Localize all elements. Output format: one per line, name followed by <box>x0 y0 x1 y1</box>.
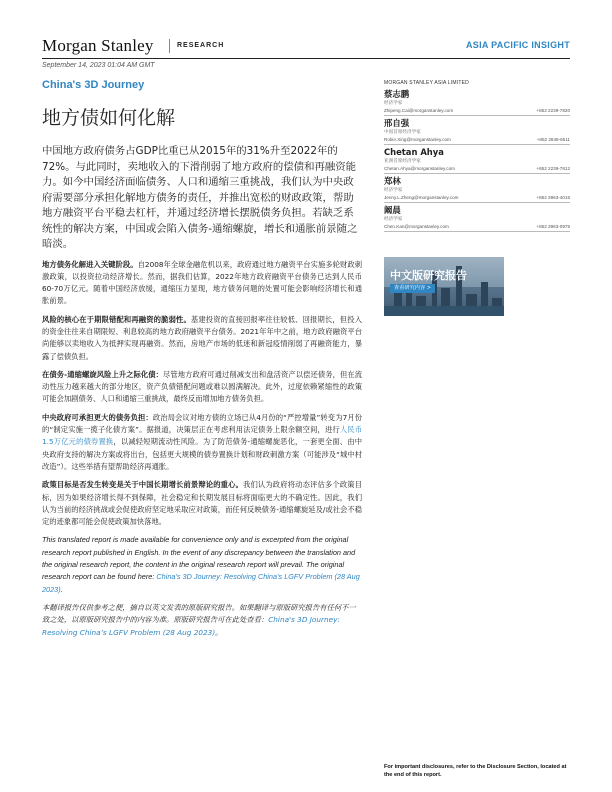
paragraph-lead: 中央政府可承担更大的债务负担： <box>42 412 153 422</box>
analyst-contact <box>384 194 570 203</box>
view-research-button[interactable]: 查看研究内容 > <box>390 284 435 293</box>
paragraph-body: 基建投资的直接回报率往往较低、回报期长，但投入的资金往往来自期限短、利息较高的地方政府融资平台债务。2021年年中之前，地方政府融资平台尚能够以卖地收入为抵押实现再融资。然而，房地产市场的低迷和新冠疫情削弱了再融资能力，暴露了偿债负担。 <box>42 314 362 361</box>
analyst-sidebar <box>384 80 570 234</box>
paragraph-body: ，以减轻短期流动性风险。为了防范债务-通缩螺旋恶化，一套更全面、由中央政府支持的解决方案或将出台，包括更大规模的债券置换计划和财政刺激方案（可能涉及“城中村改造”）。这些举措有望帮助经济再通胀。 <box>42 437 362 471</box>
analyst-role: 亚洲首席经济学家 <box>384 159 421 164</box>
paragraph-body: 自2008年全球金融危机以来，政府通过地方融资平台实施多轮财政刺激政策，以投资拉动经济增长。然而，据我们估算，2022年地方政府融资平台债务已达到人民币60-70万亿元。随着中国经济放缓，通缩压力显现，地方债务问题的处置可能会影响经济增长和通胀前景。 <box>42 259 362 306</box>
chinese-disclaimer <box>42 602 362 639</box>
bond-swap-link[interactable]: 人民币1.5万亿元的债券置换 <box>42 425 362 447</box>
english-disclaimer <box>42 534 362 595</box>
body-paragraph <box>42 369 362 406</box>
insight-label: ASIA PACIFIC INSIGHT <box>465 40 570 50</box>
disclosure-note: For important disclosures, refer to the Disclosure Section, located at the end of this report. <box>384 764 567 778</box>
analyst-contact <box>384 136 570 145</box>
paragraph-lead: 政策目标是否发生转变是关于中国长期增长前景辩论的重心。 <box>42 480 244 490</box>
analyst-card <box>384 176 570 203</box>
analyst-role: 经济学家 <box>384 217 403 222</box>
analyst-phone: +852 2239-7820 <box>536 108 570 113</box>
chinese-research-banner[interactable] <box>384 257 504 316</box>
analyst-email[interactable]: Jenny.L.Zheng@morganstanley.com <box>384 195 459 200</box>
banner-title: 中文版研究报告 <box>390 269 467 282</box>
analyst-phone: +852 3963-4015 <box>536 195 570 200</box>
lede-paragraph: 中国地方政府债务占GDP比重已从2015年的31%升至2022年的72%。与此同时，卖地收入的下滑削弱了地方政府的偿债和再融资能力。如今中国经济面临债务、人口和通缩三重挑战，我们认为中央政府需要部分承担化解地方债务的责任，并推出宽松的财政政策，帮助地方融资平台平稳去杠杆，并通过经济增长摆脱债务负担。若缺乏系统性的解决方案，中国或会陷入债务-通缩螺旋，增长和通胀前景随之暗淡。 <box>42 145 358 250</box>
header-divider <box>169 39 170 53</box>
paragraph-lead: 地方债务化解进入关键阶段。 <box>42 259 138 269</box>
analyst-name: 郑林 <box>384 176 401 186</box>
analyst-role: 经济学家 <box>384 101 403 106</box>
disclaimer-text: 本翻译报告仅供参考之便，摘自以英文发表的原版研究报告。如果翻译与原版研究报告有任何不一致之处，以原版研究报告中的内容为准。原版研究报告可在此处查看： <box>42 602 356 625</box>
analyst-phone: +852 2848-6511 <box>536 137 570 142</box>
disclaimer-text: This translated report is made available for convenience only and is excerpted from the original research report published in English. In the event of any discrepancy between the translation and the original research report, the content in the original research report will prevail. The original research report can be found here: <box>42 535 356 582</box>
paragraph-body: 政治局会议对地方债的立场已从4月份的“严控增量”转变为7月份的“制定实施一揽子化债方案”。据报道，决策层正在考虑利用法定债务上限余额空间，进行 <box>42 412 363 435</box>
analyst-phone: +852 2239-7812 <box>536 166 570 171</box>
paragraph-body: 我们认为政府将动态评估多个政策目标，因为如果经济增长得不到保障，社会稳定和长期发展目标将面临更大的不确定性。因此，我们认为当前的经济挑战或会促使政府坚定地采取应对政策，而任何反映债务-通缩螺旋延及/或社会不稳定的迹象都可能会促使政策加快落地。 <box>42 480 363 527</box>
analyst-name: 邢自强 <box>384 118 410 128</box>
analyst-contact <box>384 107 570 116</box>
brand-logo: Morgan Stanley <box>42 36 154 55</box>
analyst-role: 经济学家 <box>384 188 403 193</box>
disclaimer-end: 。 <box>215 627 223 637</box>
analyst-phone: +852 3963-0975 <box>536 224 570 229</box>
analyst-email[interactable]: Robin.Xing@morganstanley.com <box>384 137 451 142</box>
page-title: 地方债如何化解 <box>42 107 176 129</box>
body-paragraph <box>42 314 362 363</box>
paragraph-body: 尽管地方政府可通过削减支出和盘活资产以偿还债务，但在流动性压力越来越大的部分地区，资产负债错配问题或难以圆满解决。此外，过度依赖紧缩性的政策可能会加剧债务、人口和通缩三重挑战，最终反而增加地方债务负担。 <box>42 369 362 404</box>
skyline-water <box>384 306 504 316</box>
analyst-role: 中国首席经济学家 <box>384 130 421 135</box>
disclaimer-end: . <box>60 584 63 594</box>
original-report-link[interactable]: China's 3D Journey: Resolving China’s LGFV Problem (28 Aug 2023) <box>42 615 340 637</box>
analyst-contact <box>384 165 570 174</box>
body-paragraph <box>42 259 362 308</box>
analyst-card <box>384 118 570 145</box>
analyst-email[interactable]: Zhipeng.Cai@morganstanley.com <box>384 108 454 113</box>
analyst-card <box>384 147 570 174</box>
analyst-name: 阚晨 <box>384 205 401 215</box>
body-paragraph <box>42 412 362 473</box>
series-title: China's 3D Journey <box>42 79 145 91</box>
analyst-card <box>384 89 570 116</box>
paragraph-lead: 风险的核心在于期限错配和再融资的脆弱性。 <box>42 314 191 324</box>
analyst-card <box>384 205 570 232</box>
original-report-link[interactable]: China's 3D Journey: Resolving China’s LGFV Problem (28 Aug 2023) <box>42 572 360 594</box>
analyst-name: Chetan Ahya <box>384 147 444 157</box>
analyst-name: 蔡志鹏 <box>384 89 410 99</box>
paragraph-lead: 在债务-通缩螺旋风险上升之际化债： <box>42 369 164 379</box>
report-header <box>42 36 570 58</box>
entity-name: MORGAN STANLEY ASIA LIMITED <box>384 80 469 86</box>
main-column <box>42 144 362 639</box>
body-paragraph <box>42 479 362 528</box>
research-label: RESEARCH <box>177 42 225 49</box>
publish-date: September 14, 2023 01:04 AM GMT <box>42 62 155 69</box>
header-rule <box>42 58 570 59</box>
analyst-contact <box>384 223 570 232</box>
analyst-email[interactable]: Chetan.Ahya@morganstanley.com <box>384 166 455 171</box>
analyst-email[interactable]: Chen.Kan@morganstanley.com <box>384 224 449 229</box>
